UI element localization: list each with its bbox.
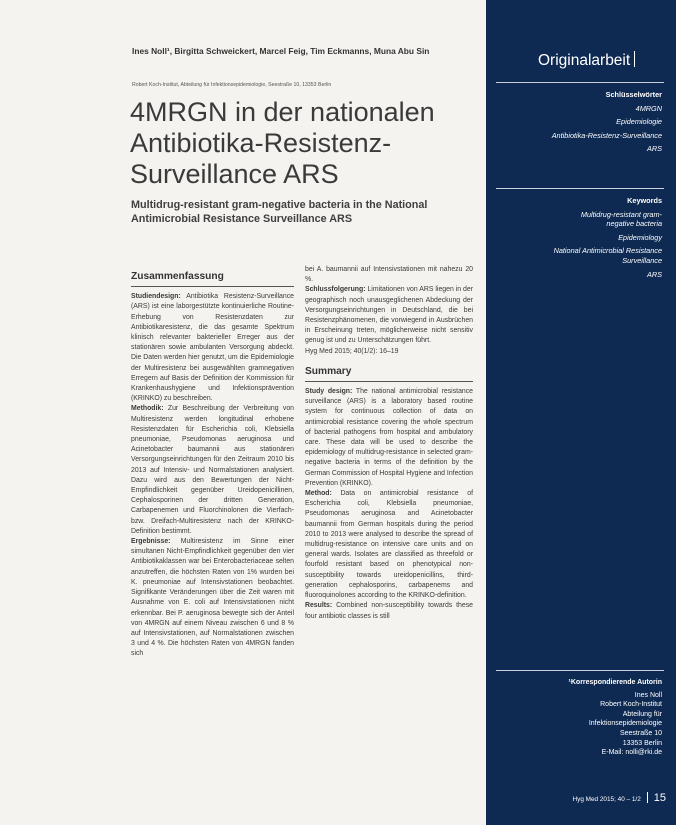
sidebar-rule <box>496 82 664 83</box>
corresponding-author-heading: ¹Korrespondierende Autorin <box>568 679 662 686</box>
keyword-item: 4MRGN <box>635 103 662 113</box>
para-label: Schlussfolgerung: <box>305 286 366 294</box>
keyword-item: Multidrug-resistant gram-negative bacteria <box>580 209 662 229</box>
english-title: Multidrug-resistant gram-negative bacteria in the National Antimicrobial Resistance Surveillance ARS <box>131 199 428 225</box>
corr-line: 13353 Berlin <box>622 739 662 747</box>
summary-paragraph <box>305 387 473 489</box>
para-label: Results: <box>305 602 333 610</box>
keyword-item: ARS <box>646 144 662 154</box>
affiliation: Robert Koch-Institut, Abteilung für Infektionsepidemiologie, Seestraße 10, 13353 Berlin <box>132 82 332 88</box>
sidebar-panel <box>486 0 676 825</box>
zusammenfassung-column <box>131 272 294 660</box>
section-rule <box>131 286 294 287</box>
para-text: The national antimicrobial resistance surveillance (ARS) is a laboratory based routine system for continuous collection of data on antimicrobial resistance covering the whole spectrum of bacterial pathogens from hospital and ambulatory care. These data will be used to describe the epidemiology of multidrug-resistance in selected gram-negative bacteria in terms of the definition by the German Commission of Hospital Hygiene and Infection Prevention (KRINKO). <box>305 388 474 487</box>
footer-bar <box>647 792 648 803</box>
keyword-item: National Antimicrobial Resistance Surveillance <box>553 246 662 265</box>
corr-line: Infektionsepidemiologie <box>588 720 662 728</box>
footer-citation: Hyg Med 2015; 40 – 1/2 <box>572 796 641 803</box>
abstract-paragraph <box>131 404 294 537</box>
keywords-german <box>496 90 662 158</box>
corr-email: E-Mail: nolli@rki.de <box>601 749 662 757</box>
keyword-item: ARS <box>646 269 662 279</box>
section-rule <box>305 381 473 382</box>
keyword-item: Epidemiologie <box>616 117 662 127</box>
para-text: Zur Beschreibung der Verbreitung von Multiresistenz werden longitudinal erhobene Resistenzdaten für Escherichia coli, Klebsiella pneumoniae, Pseudomonas aeruginosa und Acinetobacter baumannii aus stationären Versorgungseinrichtungen für den Zeitraum 2010 bis 2013 auf Intensiv- und Normalstationen analysiert. Dazu wird aus den Bewertungen der Nicht-Empfindlichkeit gegenüber Ureidopenicillinen, Cephalosporinen der dritten Generation, Carbapenemen und Fluorchinolonen die Vierfach- bzw. Dreifach-Multiresistenz nach der KRINKO-Definition bestimmt. <box>131 405 294 535</box>
summary-paragraph <box>305 489 473 601</box>
abstract-paragraph <box>131 537 294 659</box>
para-text: Multiresistenz im Sinne einer simultanen Nicht-Empfindlichkeit gegenüber den vier Antibiotikaklassen war bei Enterobacteriaceae selten anzutreffen, die höchsten Raten von 1% wurden bei K. pneumoniae auf Intensivstationen beobachtet. Signifikante Veränderungen über die Zeit waren mit Ausnahme von E. coli auf Intensivstationen nicht erkennbar. Bei P. aeruginosa bewegte sich der Anteil von 4MRGN auf einem Niveau zwischen 6 und 8 % auf Intensivstationen, auf Normalstationen zwischen 3 und 4 %. Die höchsten Raten von 4MRGN fanden sich <box>131 538 294 658</box>
abstract-paragraph <box>131 292 294 404</box>
para-text: Data on antimicrobial resistance of Escherichia coli, Klebsiella pneumoniae, Pseudomonas aeruginosa and Acinetobacter baumannii from German hospitals during the period 2010 to 2013 were analysed to describe the spread of multidrug-resistance on intensive care units and on general wards. Isolates are classified as threefold or fourfold resistant based on phenotypical non-susceptibility towards ureidopenicillins, third-generation cephalosporins, carbapenems and fluoroquinolones according to the KRINKO-definition. <box>305 490 473 600</box>
citation-line: Hyg Med 2015; 40(1/2): 16–19 <box>305 347 399 355</box>
section-label-bar <box>634 51 635 67</box>
article-title: 4MRGN in der nationalen Antibiotika-Resistenz-Surveillance ARS <box>130 97 435 189</box>
second-column <box>305 265 473 622</box>
keyword-item: Antibiotika-Resistenz-Surveillance <box>551 130 662 140</box>
keyword-item: Epidemiology <box>618 232 662 242</box>
section-label-text: Originalarbeit <box>538 52 631 69</box>
page-number: 15 <box>653 792 666 804</box>
para-label: Study design: <box>305 388 353 396</box>
summary-paragraph <box>305 601 473 621</box>
sidebar-rule <box>496 188 664 189</box>
keywords-english-heading: Keywords <box>627 196 662 205</box>
keywords-english <box>496 196 662 283</box>
summary-heading: Summary <box>305 365 352 377</box>
corr-line: Robert Koch-Institut <box>600 701 662 709</box>
corr-line: Ines Noll <box>634 691 662 699</box>
para-label: Methodik: <box>131 405 164 413</box>
para-text: Combined non-susceptibility towards these four antibiotic classes is still <box>305 602 473 620</box>
keywords-german-heading: Schlüsselwörter <box>605 90 662 99</box>
para-text: Limitationen von ARS liegen in der geographisch noch unausgeglichenen Abdeckung der Versorgungseinrichtungen in Deutschland, die bei Resistenzphänomenen, die vorwiegend in Ausbrüchen in Erscheinung treten, möglicherweise nicht sensitiv genug ist und zu Unterschätzungen führt. <box>305 286 474 345</box>
para-text: Antibiotika Resistenz-Surveillance (ARS) ist eine laborgestützte kontinuierliche Routine-Erhebung von Resistenzdaten zur Antibiotikaresistenz, die das gesamte Spektrum klinisch relevanter bakterieller Erreger aus der stationären sowie ambulanten Versorgung abdeckt. Die Daten werden hier genutzt, um die Epidemiologie der Multiresistenz bei ausgewählten gramnegativen Erregern auf Basis der Definition der Kommission für Krankenhaushygiene und Infektionsprävention (KRINKO) zu beschreiben. <box>131 293 294 403</box>
abstract-paragraph: bei A. baumannii auf Intensivstationen mit nahezu 20 %. <box>305 266 473 284</box>
para-label: Studiendesign: <box>131 293 181 301</box>
para-label: Ergebnisse: <box>131 538 171 546</box>
section-label <box>538 51 635 70</box>
zusammenfassung-heading: Zusammenfassung <box>131 271 224 282</box>
corresponding-author <box>496 678 662 758</box>
page-footer <box>526 792 666 804</box>
sidebar-rule <box>496 670 664 671</box>
abstract-paragraph <box>305 285 473 346</box>
para-label: Method: <box>305 490 332 498</box>
corr-line: Seestraße 10 <box>619 729 662 737</box>
author-list: Ines Noll¹, Birgitta Schweickert, Marcel Feig, Tim Eckmanns, Muna Abu Sin <box>132 46 430 56</box>
corr-line: Abteilung für <box>622 710 662 718</box>
